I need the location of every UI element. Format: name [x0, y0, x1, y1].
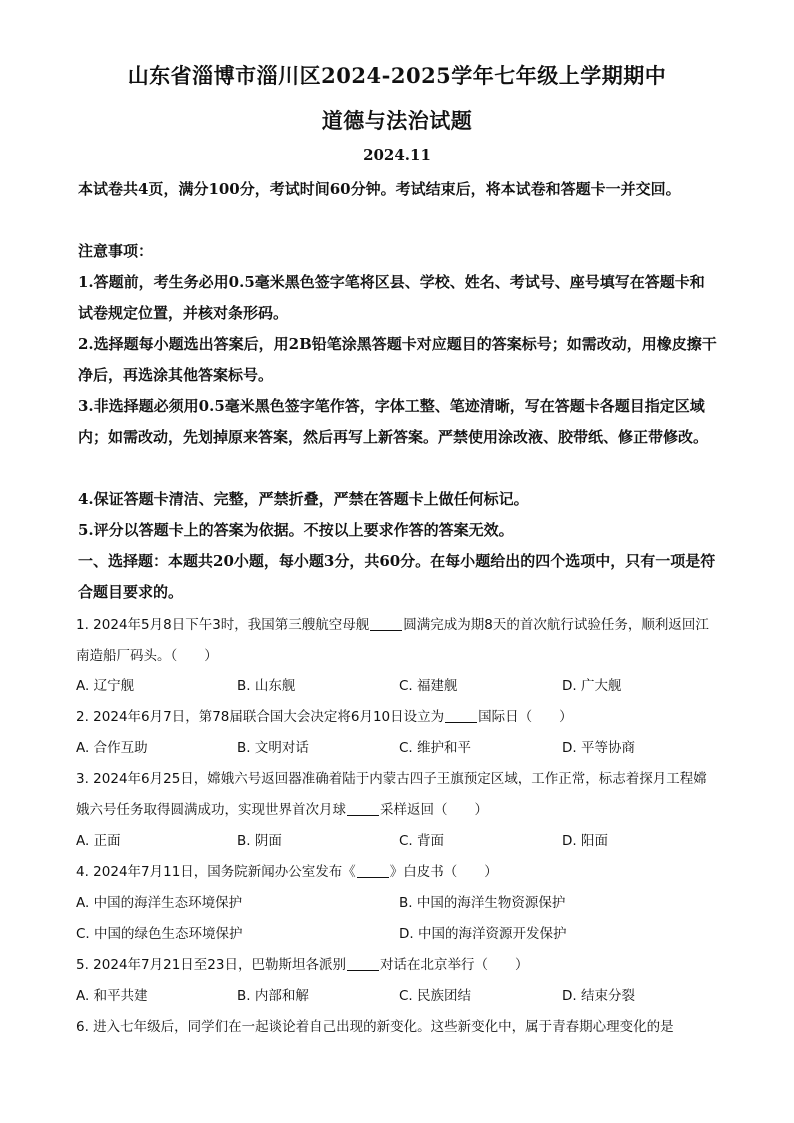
- question-stem: [76, 610, 720, 672]
- question-text: 对话在北京举行（ ）: [379, 957, 529, 973]
- option: B. 山东舰: [237, 678, 296, 694]
- question-options: [76, 981, 726, 1012]
- option: A. 和平共建: [76, 988, 148, 1004]
- question-stem: [76, 1012, 720, 1043]
- notice-item: 5.评分以答题卡上的答案为依据。不按以上要求作答的答案无效。: [78, 521, 514, 539]
- option: C. 中国的绿色生态环境保护: [76, 926, 243, 942]
- question-options: [76, 919, 726, 950]
- option: C. 福建舰: [399, 678, 458, 694]
- notice-item: 2.选择题每小题选出答案后，用2B铅笔涂黑答题卡对应题目的答案标号；如需改动，用橡皮擦干净后，再选涂其他答案标号。: [78, 335, 717, 384]
- option: B. 阴面: [237, 833, 282, 849]
- answer-blank: [370, 616, 402, 631]
- answer-blank: [445, 708, 477, 723]
- question-text: 1. 2024年5月8日下午3时，我国第三艘航空母舰: [76, 617, 370, 633]
- notice-heading: 注意事项：: [78, 242, 154, 260]
- option: C. 民族团结: [399, 988, 472, 1004]
- question-options: [76, 888, 726, 919]
- question-text: 》白皮书（ ）: [389, 864, 498, 880]
- question-text: 国际日（ ）: [478, 709, 573, 725]
- option: A. 合作互助: [76, 740, 148, 756]
- option: D. 平等协商: [562, 740, 635, 756]
- option: B. 文明对话: [237, 740, 309, 756]
- question-text: 2. 2024年6月7日，第78届联合国大会决定将6月10日设立为: [76, 709, 445, 725]
- option: A. 正面: [76, 833, 121, 849]
- exam-subject-title: 道德与法治试题: [321, 108, 473, 133]
- option: B. 中国的海洋生物资源保护: [399, 895, 566, 911]
- question-text: 圆满完成为期8天的首次航行试验任务，顺利返回江南造船厂码头。（ ）: [76, 617, 709, 664]
- question-text: 6. 进入七年级后，同学们在一起谈论着自己出现的新变化。这些新变化中，属于青春期心理变化的是: [76, 1019, 674, 1035]
- notice-item: 4.保证答题卡清洁、完整，严禁折叠，严禁在答题卡上做任何标记。: [78, 490, 529, 508]
- question-options: [76, 826, 726, 857]
- question-text: 3. 2024年6月25日，嫦娥六号返回器准确着陆于内蒙古四子王旗预定区域，工作正常，标志着探月工程嫦娥六号任务取得圆满成功，实现世界首次月球: [76, 771, 707, 818]
- exam-title: 山东省淄博市淄川区2024-2025学年七年级上学期期中: [127, 63, 667, 88]
- notice-item: 1.答题前，考生务必用0.5毫米黑色签字笔将区县、学校、姓名、考试号、座号填写在答题卡和试卷规定位置，并核对条形码。: [78, 273, 705, 322]
- option: D. 结束分裂: [562, 988, 635, 1004]
- option: D. 中国的海洋资源开发保护: [399, 926, 567, 942]
- answer-blank: [347, 801, 379, 816]
- exam-date: 2024.11: [363, 146, 431, 164]
- answer-blank: [357, 863, 389, 878]
- question-stem: [76, 857, 720, 888]
- option: C. 背面: [399, 833, 445, 849]
- exam-intro: 本试卷共4页，满分100分，考试时间60分钟。考试结束后，将本试卷和答题卡一并交回。: [78, 180, 681, 198]
- section-heading: 一、选择题：本题共20小题，每小题3分，共60分。在每小题给出的四个选项中，只有一项是符合题目要求的。: [78, 552, 716, 601]
- option: A. 辽宁舰: [76, 678, 135, 694]
- notice-item: 3.非选择题必须用0.5毫米黑色签字笔作答，字体工整、笔迹清晰，写在答题卡各题目指定区域内；如需改动，先划掉原来答案，然后再写上新答案。严禁使用涂改液、胶带纸、修正带修改。: [78, 397, 709, 446]
- option: B. 内部和解: [237, 988, 309, 1004]
- option: C. 维护和平: [399, 740, 472, 756]
- option: A. 中国的海洋生态环境保护: [76, 895, 243, 911]
- option: D. 阳面: [562, 833, 608, 849]
- question-stem: [76, 702, 720, 733]
- answer-blank: [347, 956, 379, 971]
- question-stem: [76, 764, 720, 826]
- question-stem: [76, 950, 720, 981]
- question-text: 4. 2024年7月11日，国务院新闻办公室发布《: [76, 864, 356, 880]
- option: D. 广大舰: [562, 678, 622, 694]
- question-text: 采样返回（ ）: [380, 802, 488, 818]
- question-text: 5. 2024年7月21日至23日，巴勒斯坦各派别: [76, 957, 346, 973]
- question-options: [76, 733, 726, 764]
- question-options: [76, 671, 726, 702]
